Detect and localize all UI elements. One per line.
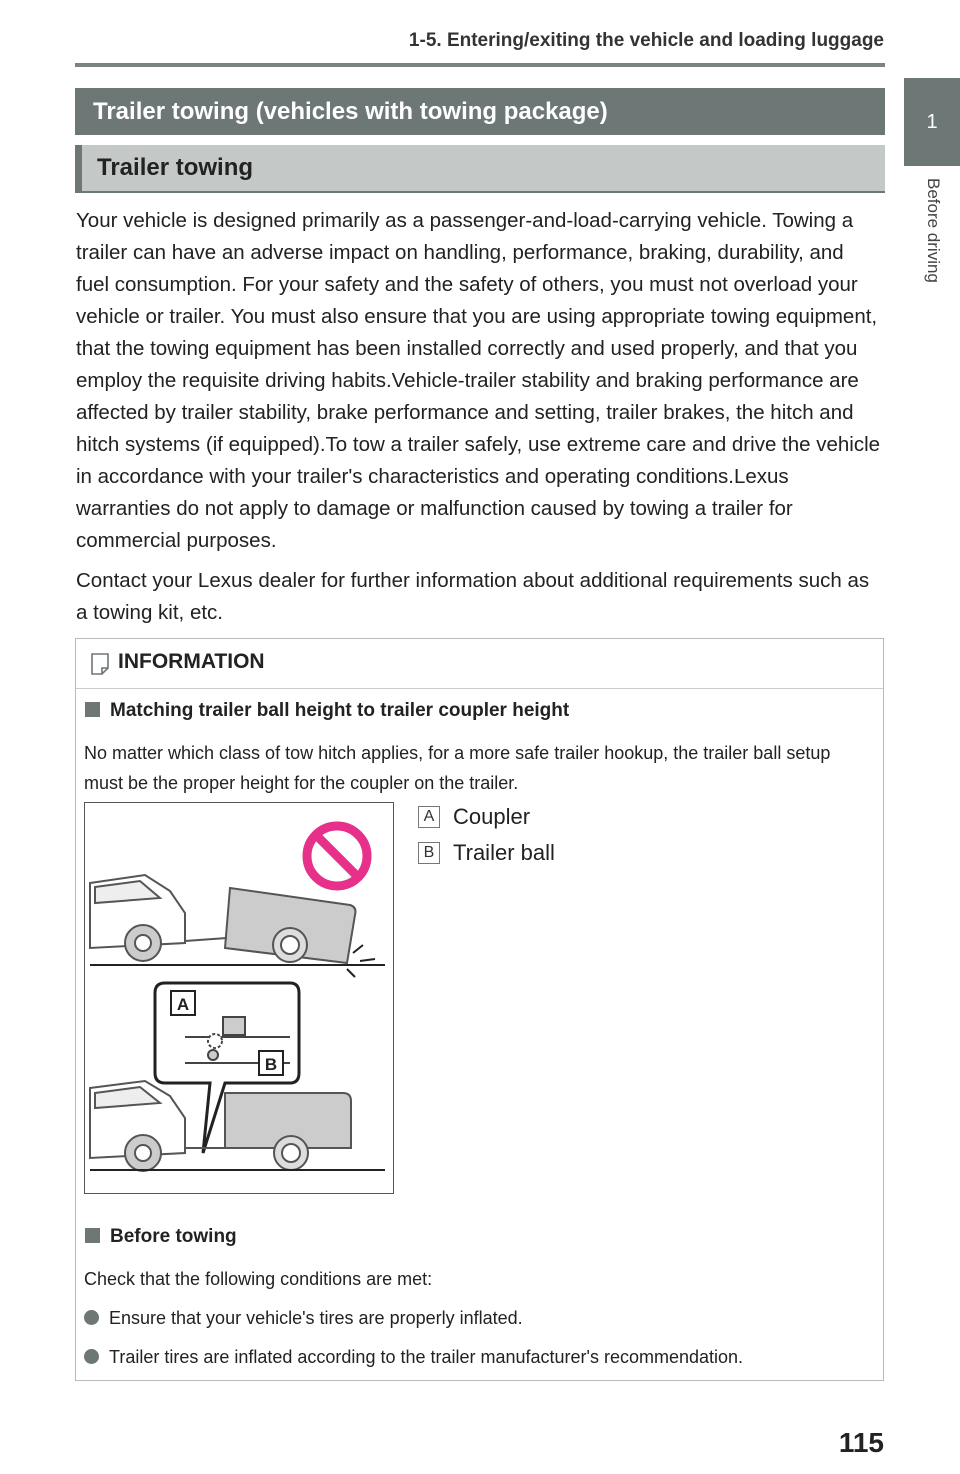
square-bullet-icon xyxy=(85,1228,100,1243)
section-title-before-towing xyxy=(85,1226,237,1248)
page-number: 115 xyxy=(838,1427,884,1458)
body-paragraph-2: Contact your Lexus dealer for further information about additional requirements such as a towing kit, etc. xyxy=(76,569,870,624)
running-header: 1-5. Entering/exiting the vehicle and loading luggage xyxy=(408,30,884,51)
legend-label-coupler: Coupler xyxy=(453,804,531,829)
chapter-tab xyxy=(904,78,960,166)
section-title-text: Matching trailer ball height to trailer coupler height xyxy=(110,700,570,721)
section-title-text: Before towing xyxy=(110,1226,237,1247)
legend-key-a: A xyxy=(418,806,440,828)
bullet-item xyxy=(84,1342,874,1372)
trailer-hitch-illustration xyxy=(85,803,393,1193)
information-title: INFORMATION xyxy=(118,650,265,673)
prohibition-icon xyxy=(307,826,367,886)
body-paragraph-1: Your vehicle is designed primarily as a passenger-and-load-carrying vehicle. Towing a trailer can have an adverse impact on handling, performance, braking, durability, and fuel consumption. For your safety and the safety of others, you must not overload your vehicle or trailer. You must also ensure that you are using appropriate towing equipment, that the towing equipment has been installed correctly and used properly, and that you employ the requisite driving habits.Vehicle-trailer stability and braking performance are affected by trailer stability, brake performance and setting, trailer brakes, the hitch and hitch systems (if equipped).To tow a trailer safely, use extreme care and drive the vehicle in accordance with your trailer's characteristics and operating conditions.Lexus warranties do not apply to damage or malfunction caused by towing a trailer for commercial purposes. xyxy=(76,209,881,552)
trailer-top-tilted xyxy=(185,888,355,963)
figure-label-b: B xyxy=(264,1055,278,1074)
legend-key-b: B xyxy=(418,842,440,864)
section-text-ball-height: No matter which class of tow hitch applies, for a more safe trailer hookup, the trailer ball setup must be the proper height for the coupler on the trailer. xyxy=(84,743,831,793)
sub-heading xyxy=(75,145,885,193)
chapter-number: 1 xyxy=(926,111,938,133)
bullet-item xyxy=(84,1303,874,1333)
trailer-hitch-figure xyxy=(84,802,394,1194)
bullet-text: Ensure that your vehicle's tires are properly inflated. xyxy=(109,1308,523,1328)
car-top-icon xyxy=(90,875,185,961)
header-rule xyxy=(75,63,885,67)
impact-icon xyxy=(347,945,375,977)
figure-label-a: A xyxy=(176,995,190,1014)
label-b-box xyxy=(259,1051,283,1075)
square-bullet-icon xyxy=(85,702,100,717)
main-heading: Trailer towing (vehicles with towing package) xyxy=(75,88,885,135)
sub-heading-text: Trailer towing xyxy=(97,154,254,181)
bullet-dot-icon xyxy=(84,1310,99,1325)
section-text-before-towing: Check that the following conditions are met: xyxy=(84,1269,433,1289)
bullet-dot-icon xyxy=(84,1349,99,1364)
chapter-label: Before driving xyxy=(924,178,943,283)
label-a-box xyxy=(171,991,195,1015)
note-icon xyxy=(90,652,110,676)
legend-label-trailer-ball: Trailer ball xyxy=(453,840,555,865)
bullet-text: Trailer tires are inflated according to the trailer manufacturer's recommendation. xyxy=(109,1347,744,1367)
car-bottom-icon xyxy=(90,1081,185,1171)
section-title-ball-height xyxy=(85,700,569,722)
